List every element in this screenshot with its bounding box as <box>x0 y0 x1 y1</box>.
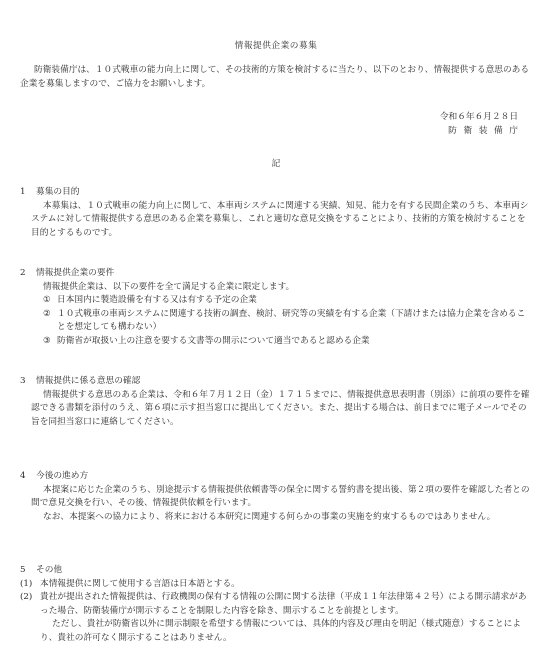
item-marker: ② <box>43 308 51 319</box>
section-title: 募集の目的 <box>36 187 80 197</box>
section-next-steps <box>20 470 532 524</box>
issue-date: 令和６年６月２８日 <box>439 112 518 122</box>
section-title: その他 <box>36 565 63 575</box>
section-number: 3 <box>20 376 26 386</box>
item-marker: (1) <box>20 578 33 589</box>
item-text: 防衛省が取扱い上の注意を要する文書等の開示について適当であると認める企業 <box>57 335 370 346</box>
section-number: 1 <box>20 187 26 197</box>
item-marker: ① <box>43 295 51 306</box>
item-marker: (2) <box>20 592 33 603</box>
other-item <box>20 578 532 592</box>
section-heading <box>20 470 532 484</box>
requirement-item <box>20 294 532 308</box>
requirement-item <box>20 335 532 349</box>
section-title: 今後の進め方 <box>36 471 89 481</box>
section-number: 2 <box>20 268 26 278</box>
requirement-item <box>20 308 532 335</box>
ki-marker: 記 <box>271 159 281 169</box>
section-paragraph: なお、本提案への協力により、将来における本研究に関連する何らかの事業の実施を約束するものではありません。 <box>43 511 496 522</box>
section-number: 4 <box>20 471 26 481</box>
intro-paragraph: 防衛装備庁は、１０式戦車の能力向上に関して、その技術的方策を検討するに当たり、以下のとおり、情報提供する意思のある企業を募集しますので、ご協力をお願いします。 <box>20 65 530 89</box>
section-paragraph: 情報提供企業は、以下の要件を全て満足する企業に限定します。 <box>43 281 295 292</box>
other-item <box>20 591 532 618</box>
section-other <box>20 564 532 646</box>
section-requirements <box>20 267 532 349</box>
item-text: 本情報提供に関して使用する言語は日本語とする。 <box>40 578 240 589</box>
item-text: 日本国内に製造設備を有する又は有する予定の企業 <box>57 295 257 306</box>
item-text: 貴社が提出された情報提供は、行政機関の保有する情報の公開に関する法律（平成１１年法律第４２号）による開示請求があった場合、防衛装備庁が開示することを制限した内容を除き、開示することを前提とします。 <box>40 592 527 616</box>
section-number: 5 <box>20 565 26 575</box>
section-paragraph: 情報提供する意思のある企業は、令和６年７月１２日（金）１７１５までに、情報提供意思表明書（別添）に前項の要件を確認できる書類を添付のうえ、第６項に示す担当窓口に提出してください。また、提出する場合は、前日までに電子メールでその旨を同担当窓口に連絡してください。 <box>31 389 530 427</box>
section-heading <box>20 375 532 389</box>
section-purpose <box>20 186 532 240</box>
issuing-organization: 防衛装備庁 <box>448 126 525 136</box>
document-title: 情報提供企業の募集 <box>234 41 318 51</box>
section-heading <box>20 186 532 200</box>
section-heading <box>20 564 532 578</box>
section-title: 情報提供に係る意思の確認 <box>36 376 141 386</box>
section-paragraph: 本提案に応じた企業のうち、別途提示する情報提供依頼書等の保全に関する誓約書を提出後、第２項の要件を確認した者との間で意見交換を行い、その後、情報提供依頼を行います。 <box>31 484 530 509</box>
section-paragraph: 本募集は、１０式戦車の能力向上に関して、本車両システムに関連する実績、知見、能力を有する民間企業のうち、本車両システムに対して情報提供する意思のある企業を募集し、これと適切な意見交換をすることにより、技術的方策を検討することを目的とするものです。 <box>31 200 529 238</box>
item-marker: ③ <box>43 335 51 346</box>
item-text: １０式戦車の車両システムに関連する技術の調査、検討、研究等の実績を有する企業（下請けまたは協力企業を含めることを想定しても構わない） <box>57 308 526 333</box>
section-heading <box>20 267 532 281</box>
section-paragraph: ただし、貴社が防衛省以外に開示制限を希望する情報については、具体的内容及び理由を明記（様式随意）することにより、貴社の許可なく開示することはありません。 <box>40 619 521 643</box>
section-intent-confirmation <box>20 375 532 429</box>
section-title: 情報提供企業の要件 <box>36 268 115 278</box>
